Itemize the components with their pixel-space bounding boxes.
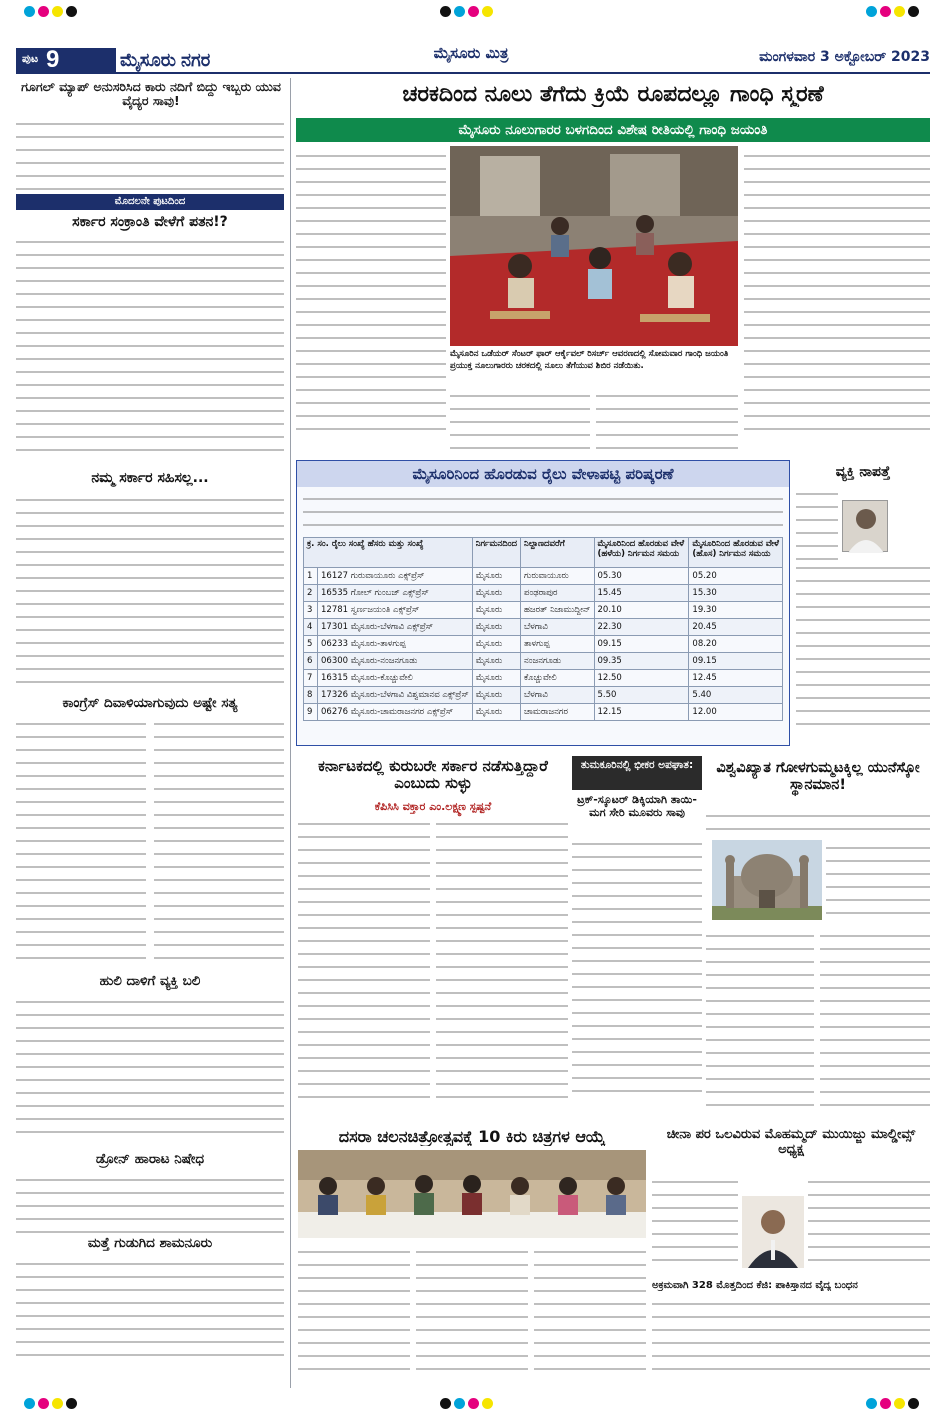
railway-cell: 5 — [304, 636, 318, 653]
railway-cell: ಮೈಸೂರು — [472, 704, 520, 721]
photo-illustration — [450, 146, 738, 346]
gol-gumbaz-illustration — [712, 840, 822, 920]
dasara-body-col3 — [534, 1240, 646, 1390]
railway-cell: 16127 ಗುರುವಾಯೂರು ಎಕ್ಸ್‌ಪ್ರೆಸ್ — [318, 568, 473, 585]
panel-photo-illustration — [298, 1150, 646, 1238]
maldives-body-right — [808, 1170, 930, 1276]
dasara-body-col2 — [416, 1240, 528, 1390]
railway-cell: 22.30 — [594, 619, 689, 636]
pakistan-doctor-body — [652, 1292, 930, 1390]
railway-cell: ಮೈಸೂರು — [472, 653, 520, 670]
maldives-headline: ಚೀನಾ ಪರ ಒಲವಿರುವ ಮೊಹಮ್ಮದ್ ಮುಯಿಜ್ಜು ಮಾಲ್ಡೀವ್ಸ್ ಅಧ್ಯಕ್ಷ — [666, 1127, 916, 1157]
obituary-headline: ವ್ಯಕ್ತಿ ನಾಪತ್ತೆ — [835, 464, 891, 480]
railway-cell: 7 — [304, 670, 318, 687]
kuruba-body-col1 — [298, 812, 430, 1124]
page-number-badge — [16, 46, 211, 73]
tumakuru-headline: ಟ್ರಕ್-ಸ್ಕೂಟರ್ ಡಿಕ್ಕಿಯಾಗಿ ತಾಯಿ-ಮಗ ಸೇರಿ ಮೂವರು ಸಾವು — [577, 793, 697, 819]
page-label: ಪುಟ — [22, 53, 39, 65]
story-drone-ban-body — [16, 1168, 284, 1234]
obituary-body-cont — [796, 556, 930, 746]
railway-row — [304, 602, 783, 619]
railway-cell: 16315 ಮೈಸೂರು-ಕೊಚ್ಚುವೇಲಿ — [318, 670, 473, 687]
lead-subhead-bar: ಮೈಸೂರು ನೂಲುಗಾರರ ಬಳಗದಿಂದ ವಿಶೇಷ ರೀತಿಯಲ್ಲಿ ಗಾಂಧಿ ಜಯಂತಿ — [296, 118, 930, 142]
story-tiger-attack-body — [16, 990, 284, 1148]
railway-cell: 12.15 — [594, 704, 689, 721]
railway-cell: 4 — [304, 619, 318, 636]
issue-date: ಮಂಗಳವಾರ 3 ಅಕ್ಟೋಬರ್ 2023 — [759, 49, 930, 65]
railway-cell: 9 — [304, 704, 318, 721]
obituary-photo — [842, 500, 888, 552]
page-number: 9 — [46, 46, 60, 73]
story-congress-bankrupt-headline: ಕಾಂಗ್ರೆಸ್ ದಿವಾಳಿಯಾಗುವುದು ಅಷ್ಟೇ ಸತ್ಯ — [62, 695, 238, 711]
railway-row — [304, 704, 783, 721]
lead-body-col4 — [744, 144, 930, 456]
railway-cell: 20.45 — [689, 619, 783, 636]
lead-photo-caption: ಮೈಸೂರಿನ ಒಡೆಯರ್ ಸೆಂಟರ್ ಫಾರ್ ಆರ್ಕೈವಲ್ ರಿಸರ್ಚ್ ಆವರಣದಲ್ಲಿ ಸೋಮವಾರ ಗಾಂಧಿ ಜಯಂತಿ ಪ್ರಯುಕ್ತ ನೂಲುಗಾರರು ಚರಕದಲ್ಲಿ ನೂಲು ತೆಗೆಯುವ ಶಿಬಿರ ನಡೆಯಿತು. — [450, 349, 729, 371]
railway-cell: ಮೈಸೂರು — [472, 568, 520, 585]
story-govt-fall-body — [16, 230, 284, 466]
dasara-headline: ದಸರಾ ಚಲನಚಿತ್ರೋತ್ಸವಕ್ಕೆ 10 ಕಿರು ಚಿತ್ರಗಳ ಆಯ್ಕೆ — [338, 1128, 606, 1146]
registration-marks-bottom — [0, 1398, 945, 1412]
railway-cell: ತಾಳಗುಪ್ಪ — [521, 636, 594, 653]
railway-col-header: ಕ್ರ. ಸಂ. ರೈಲು ಸಂಖ್ಯೆ ಹೆಸರು ಮತ್ತು ಸಂಖ್ಯೆ — [304, 538, 473, 568]
railway-table-body — [304, 568, 783, 721]
lead-headline: ಚರಕದಿಂದ ನೂಲು ತೆಗೆದು ಕ್ರಿಯೆ ರೂಪದಲ್ಲೂ ಗಾಂಧಿ ಸ್ಮರಣೆ — [402, 82, 824, 107]
railway-cell: 2 — [304, 585, 318, 602]
railway-intro — [303, 487, 783, 537]
lead-body-col3 — [596, 384, 738, 456]
railway-cell: 06233 ಮೈಸೂರು-ತಾಳಗುಪ್ಪ — [318, 636, 473, 653]
kuruba-body-col2 — [436, 812, 568, 1124]
story-wont-tolerate-body — [16, 488, 284, 694]
railway-row — [304, 636, 783, 653]
gol-gumbaz-photo — [712, 840, 822, 920]
railway-cell: ಮೈಸೂರು — [472, 619, 520, 636]
railway-cell: 5.40 — [689, 687, 783, 704]
railway-cell: ನಂಜನಗೂಡು — [521, 653, 594, 670]
left-column — [16, 76, 284, 1388]
column-divider — [290, 78, 291, 1388]
story-govt-fall-headline: ಸರ್ಕಾರ ಸಂಕ್ರಾಂತಿ ವೇಳೆಗೆ ಪತನ!? — [72, 214, 228, 230]
person-portrait-icon — [742, 1196, 804, 1268]
lead-body-col2 — [450, 384, 590, 456]
railway-cell: ಮೈಸೂರು — [472, 585, 520, 602]
railway-headline-bar: ಮೈಸೂರಿನಿಂದ ಹೊರಡುವ ರೈಲು ವೇಳಾಪಟ್ಟಿ ಪರಿಷ್ಕರಣೆ — [297, 461, 789, 487]
railway-row — [304, 670, 783, 687]
railway-cell: 06276 ಮೈಸೂರು-ಚಾಮರಾಜನಗರ ಎಕ್ಸ್‌ಪ್ರೆಸ್ — [318, 704, 473, 721]
railway-cell: 6 — [304, 653, 318, 670]
railway-cell: ಬೆಳಗಾವಿ — [521, 619, 594, 636]
lead-body-col1 — [296, 144, 446, 456]
continued-from-front-bar: ಮೊದಲನೇ ಪುಟದಿಂದ — [16, 194, 284, 210]
railway-cell: 12.00 — [689, 704, 783, 721]
railway-cell: 06300 ಮೈಸೂರು-ನಂಜನಗೂಡು — [318, 653, 473, 670]
railway-cell: 12.50 — [594, 670, 689, 687]
railway-cell: 09.15 — [594, 636, 689, 653]
railway-row — [304, 653, 783, 670]
section-title: ಮೈಸೂರು ನಗರ — [120, 50, 211, 70]
story-shamanur-body — [16, 1252, 284, 1372]
railway-cell: 16535 ಗೋಲ್ ಗುಂಬಜ್ ಎಕ್ಸ್‌ಪ್ರೆಸ್ — [318, 585, 473, 602]
railway-cell: 12781 ಸ್ವರ್ಣಜಯಂತಿ ಎಕ್ಸ್‌ಪ್ರೆಸ್ — [318, 602, 473, 619]
unesco-body-col2 — [820, 924, 930, 1122]
railway-cell: 08.20 — [689, 636, 783, 653]
railway-col-header: ನಿರ್ಗಮನದಿಂದ — [472, 538, 520, 568]
kuruba-subhead: ಕೆಪಿಸಿಸಿ ವಕ್ತಾರ ಎಂ.ಲಕ್ಷ್ಮಣ ಸ್ಪಷ್ಟನೆ — [374, 800, 492, 813]
kuruba-headline: ಕರ್ನಾಟಕದಲ್ಲಿ ಕುರುಬರೇ ಸರ್ಕಾರ ನಡೆಸುತ್ತಿದ್ದಾರೆ ಎಂಬುದು ಸುಳ್ಳು — [318, 757, 548, 793]
dasara-body-col1 — [298, 1240, 410, 1390]
dasara-panel-photo — [298, 1150, 646, 1238]
story-wont-tolerate-headline: ನಮ್ಮ ಸರ್ಕಾರ ಸಹಿಸಲ್ಲ... — [91, 470, 209, 486]
railway-cell: ಹಜರತ್ ನಿಜಾಮುದ್ದೀನ್ — [521, 602, 594, 619]
story-congress-bankrupt-col2 — [154, 712, 284, 972]
railway-cell: ಮೈಸೂರು — [472, 687, 520, 704]
obituary-body — [796, 482, 838, 562]
railway-row — [304, 619, 783, 636]
story-google-map-body — [16, 112, 284, 192]
unesco-headline: ವಿಶ್ವವಿಖ್ಯಾತ ಗೋಳಗುಮ್ಮಟಕ್ಕಿಲ್ಲ ಯುನೆಸ್ಕೋ ಸ್ಥಾನಮಾನ! — [716, 760, 920, 793]
railway-col-header: ಮೈಸೂರಿನಿಂದ ಹೊರಡುವ ವೇಳೆ (ಹೊಸ) ನಿರ್ಗಮನ ಸಮಯ — [689, 538, 783, 568]
unesco-body-col1 — [706, 924, 814, 1122]
railway-cell: 15.30 — [689, 585, 783, 602]
railway-cell: 3 — [304, 602, 318, 619]
railway-row — [304, 585, 783, 602]
railway-cell: ಮೈಸೂರು — [472, 636, 520, 653]
railway-table-header — [304, 538, 783, 568]
person-portrait-icon — [843, 501, 889, 553]
railway-col-header: ಮೈಸೂರಿನಿಂದ ಹೊರಡುವ ವೇಳೆ (ಹಳೆಯ) ನಿರ್ಗಮನ ಸಮಯ — [594, 538, 689, 568]
railway-cell: 09.15 — [689, 653, 783, 670]
unesco-body-top — [706, 804, 930, 834]
story-tiger-attack-headline: ಹುಲಿ ದಾಳಿಗೆ ವ್ಯಕ್ತಿ ಬಲಿ — [99, 973, 201, 989]
railway-table — [303, 537, 783, 721]
tumakuru-kicker: ತುಮಕೂರಿನಲ್ಲಿ ಭೀಕರ ಅಪಘಾತ: — [572, 756, 702, 790]
railway-cell: ಬೆಳಗಾವಿ — [521, 687, 594, 704]
maldives-body-left — [652, 1170, 738, 1276]
railway-cell: ಗುರುವಾಯೂರು — [521, 568, 594, 585]
paper-name: ಮೈಸೂರು ಮಿತ್ರ — [433, 44, 509, 62]
pakistan-doctor-headline: ಅಕ್ರಮವಾಗಿ 328 ಮೊತ್ತದಿಂದ ಕೆಜಿ: ಪಾಕಿಸ್ತಾನದ ವೈದ್ಯ ಬಂಧನ — [652, 1280, 858, 1291]
registration-marks-top — [0, 6, 945, 20]
railway-cell: 17326 ಮೈಸೂರು-ಬೆಳಗಾವಿ ವಿಶ್ವಮಾನವ ಎಕ್ಸ್‌ಪ್ರೆಸ್ — [318, 687, 473, 704]
muizzu-photo — [742, 1196, 804, 1268]
railway-col-header: ನಿಲ್ದಾಣದವರೆಗೆ — [521, 538, 594, 568]
unesco-body-right — [826, 836, 930, 926]
railway-cell: 20.10 — [594, 602, 689, 619]
railway-cell: ಮೈಸೂರು — [472, 670, 520, 687]
story-shamanur-headline: ಮತ್ತೆ ಗುಡುಗಿದ ಶಾಮನೂರು — [87, 1235, 213, 1251]
railway-cell: 19.30 — [689, 602, 783, 619]
spinning-event-photo — [450, 146, 738, 346]
railway-cell: 09.35 — [594, 653, 689, 670]
railway-cell: 1 — [304, 568, 318, 585]
story-google-map-headline: ಗೂಗಲ್ ಮ್ಯಾಪ್ ಅನುಸರಿಸಿದ ಕಾರು ನದಿಗೆ ಬಿದ್ದು ಇಬ್ಬರು ಯುವ ವೈದ್ಯರ ಸಾವು! — [21, 79, 281, 109]
tumakuru-body — [572, 832, 702, 1124]
railway-box — [296, 460, 790, 746]
story-drone-ban-headline: ಡ್ರೋನ್ ಹಾರಾಟ ನಿಷೇಧ — [95, 1151, 205, 1167]
masthead — [16, 44, 930, 74]
railway-cell: 5.50 — [594, 687, 689, 704]
railway-cell: 12.45 — [689, 670, 783, 687]
railway-cell: ಕೊಚ್ಚುವೇಲಿ — [521, 670, 594, 687]
railway-cell: 05.20 — [689, 568, 783, 585]
railway-cell: ಪಂಢರಾಪುರ — [521, 585, 594, 602]
railway-cell: 05.30 — [594, 568, 689, 585]
railway-cell: ಚಾಮರಾಜನಗರ — [521, 704, 594, 721]
railway-row — [304, 687, 783, 704]
story-congress-bankrupt-col1 — [16, 712, 146, 972]
railway-row — [304, 568, 783, 585]
railway-cell: ಮೈಸೂರು — [472, 602, 520, 619]
railway-cell: 17301 ಮೈಸೂರು-ಬೆಳಗಾವಿ ಎಕ್ಸ್‌ಪ್ರೆಸ್ — [318, 619, 473, 636]
railway-table-wrap — [303, 537, 783, 721]
railway-cell: 15.45 — [594, 585, 689, 602]
railway-cell: 8 — [304, 687, 318, 704]
